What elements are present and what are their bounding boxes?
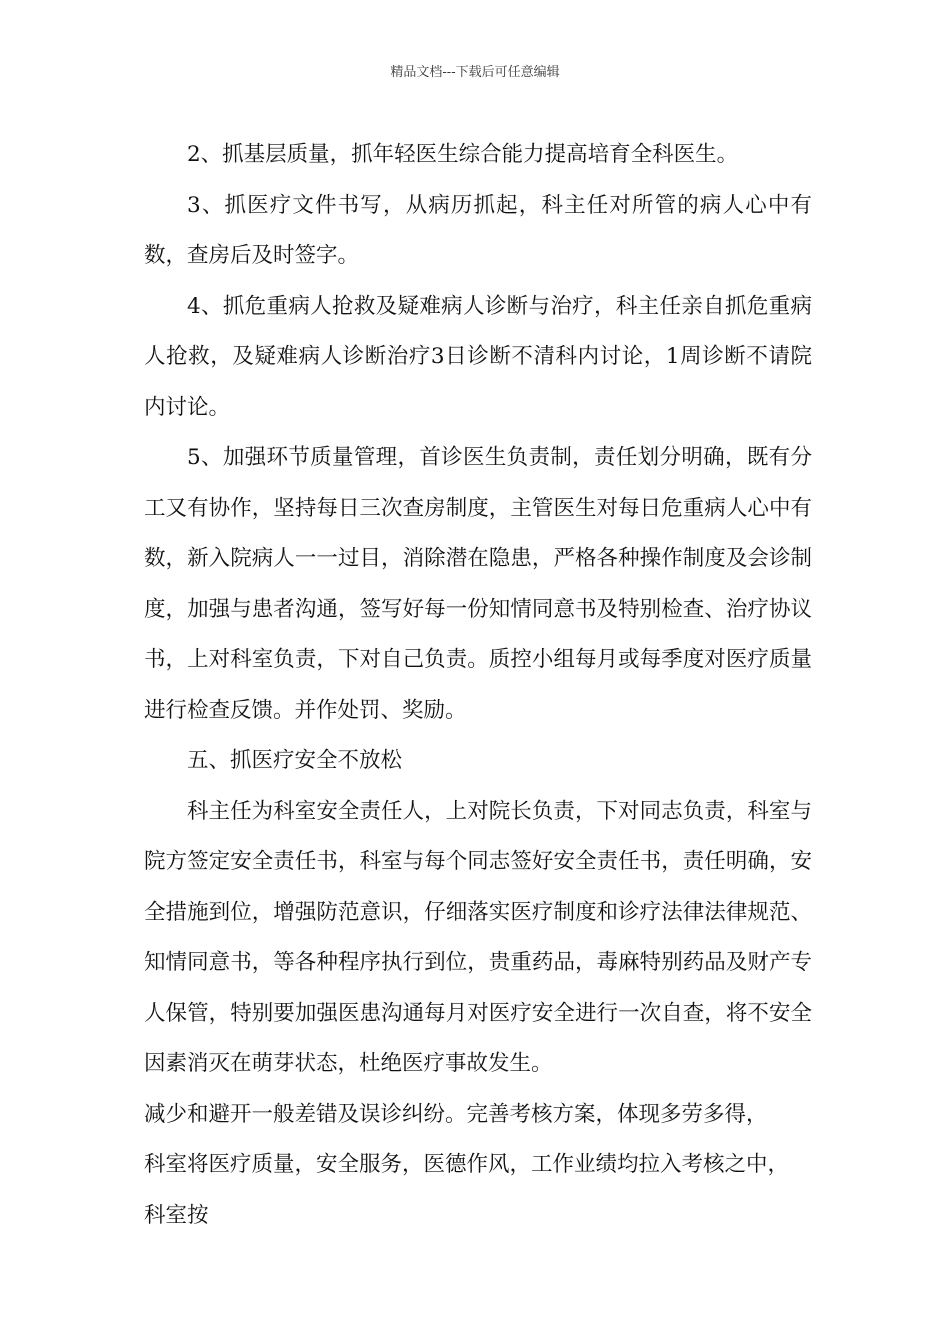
trailing-line: 科室将医疗质量，安全服务，医德作风，工作业绩均拉入考核之中， (144, 1152, 790, 1177)
paragraph-item-2: 2、抓基层质量，抓年轻医生综合能力提高培育全科医生。 (187, 142, 739, 167)
section-paragraph: 科主任为科室安全责任人，上对院长负责，下对同志负责，科室与院方签定安全责任书，科室与每个同志签好安全责任书，责任明确，安全措施到位，增强防范意识，仔细落实医疗制度和诊疗法律法律规范、知情同意书，等各种程序执行到位，贵重药品，毒麻特别药品及财产专人保管，特别要加强医患沟通每月对医疗安全进行一次自查，将不安全因素消灭在萌芽状态，杜绝医疗事故发生。 (144, 798, 812, 1076)
paragraph-item-5: 5、加强环节质量管理，首诊医生负责制，责任划分明确，既有分工又有协作，坚持每日三次查房制度，主管医生对每日危重病人心中有数，新入院病人一一过目，消除潜在隐患，严格各种操作制度及会诊制度，加强与患者沟通，签写好每一份知情同意书及特别检查、治疗协议书，上对科室负责，下对自己负责。质控小组每月或每季度对医疗质量进行检查反馈。并作处罚、奖励。 (144, 445, 812, 723)
page-header: 精品文档---下载后可任意编辑 (390, 65, 560, 80)
trailing-line: 科室按 (144, 1202, 209, 1228)
paragraph-item-4: 4、抓危重病人抢救及疑难病人诊断与治疗，科主任亲自抓危重病人抢救，及疑难病人诊断治疗3日诊断不清科内讨论，1周诊断不请院内讨论。 (144, 293, 812, 420)
paragraph-item-3: 3、抓医疗文件书写，从病历抓起，科主任对所管的病人心中有数，查房后及时签字。 (144, 192, 812, 268)
section-heading: 五、抓医疗安全不放松 (187, 748, 403, 773)
trailing-line: 减少和避开一般差错及误诊纠纷。完善考核方案，体现多劳多得， (144, 1101, 768, 1127)
document-body (144, 130, 812, 1241)
